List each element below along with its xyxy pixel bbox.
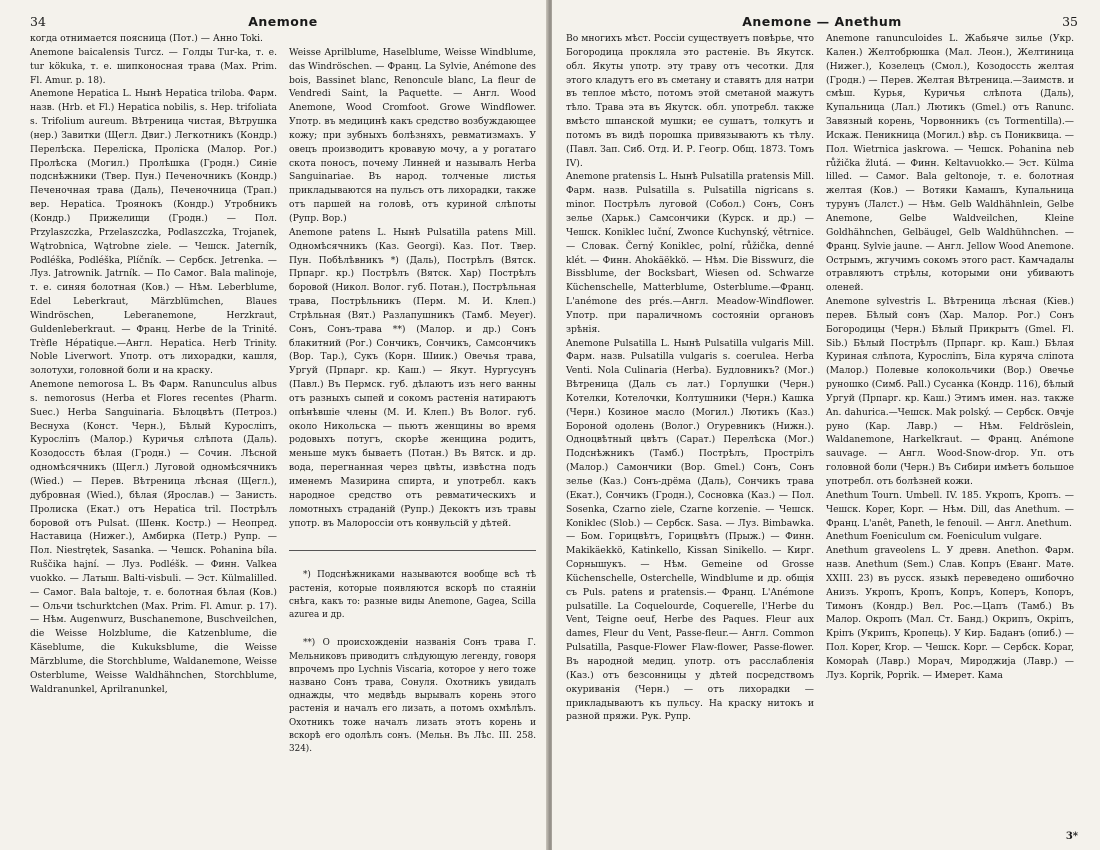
left-running-title: Anemone [248,14,318,29]
footnote-2: **) О происхожденіи названія Сонъ трава Г. Мельниковъ приводитъ слѣдующую легенду, говоря впрочемъ про Lychnis Viscaria, которое у него тоже названо Сонъ трава, Сонуля. Охотникъ увидалъ однажды, что медвѣдь вырывалъ корень этого растенія и началъ его лизать, а потомъ охмѣлѣлъ. Охотникъ тоже началъ лизать этотъ корень и вскорѣ его одолѣлъ сонъ. (Мельн. Въ Лѣс. III. 258. 324). [289,638,536,755]
left-columns [30,32,536,785]
left-running-head [30,10,536,32]
right-page [552,0,1100,850]
left-column-2-text: Weisse Aprilblume, Haselblume, Weisse Windblume, das Windröschen. — Франц. La Sylvie, Anémone des bois, Bassinet blanc, Renoncule blanc, La fleur de Vendredi Saint, la Paquette. — Англ. Wood Anemone, Wood Cromfoot. Growe Windflower. Употр. въ медицинѣ какъ средство возбуждающее кожу; при зубныхъ болѣзняхъ, ревматизмахъ. У овецъ производитъ кровавую мочу, а у рогатаго скота поносъ, почему Линней и называлъ Herba Sanguinariae. Въ народ. толченые листья прикладываются на пульсъ отъ лихорадки, также отъ паршей на головѣ, отъ куриной слѣпоты (Рупр. Вор.) Anemone patens L. Нынѣ Pulsatilla patens Mill. Одномѣсячникъ (Каз. Georgi). Каз. Пот. Твер. Пун. Побѣлѣвникъ *) (Даль), Пострѣлъ (Вятск. Прпарг. кр.) Пострѣлъ (Вятск. Хар) Пострѣлъ боровой (Никол. Волог. губ. Потан.), Пострѣльная трава, Пострѣльникъ (Перм. М. И. Клеп.) Стрѣльная (Вят.) Разлапушникъ (Тамб. Meyer). Сонъ, Сонъ-трава **) (Малор. и др.) Сонъ блакитний (Рог.) Сончикъ, Сончикъ, Самсончикъ (Вор. Тар.), Сукъ (Корн. Шиик.) Овечья трава, Ургуй (Прпарг. кр. Каш.) — Якут. Нургусунъ (Павл.) Въ Пермск. губ. дѣлаютъ изъ него ванны отъ разныхъ сыпей и сокомъ растенія натираютъ опѣнѣвшіе члены (М. И. Клеп.) Въ Волог. губ. около Никольска — пьютъ женщины во время родовыхъ потугъ, скорѣе женщина родитъ, меньше мукъ бываетъ (Потан.) Въ Вятск. и др. вода, перегнанная через цвѣты, извѣстна подъ именемъ Мазирина спирта, и употребл. какъ народное средство отъ ревматическихъ и ломотныхъ страданій (Рупр.) Декоктъ изъ травы употр. въ Малороссіи отъ конвульсій у дѣтей. [289,46,536,529]
footnotes [289,550,536,771]
right-page-number: 35 [1062,14,1078,29]
footnote-1: *) Подснѣжниками называются вообще всѣ тѣ растенія, которые появляются вскорѣ по стаяніи снѣга, какъ то: разные виды Anemone, Gagea, Scilla azurea и др. [289,570,536,621]
right-column-2: Anemone ranunculoides L. Жабьяче зилье (Укр. Кален.) Желтобрюшка (Мал. Леон.), Желтиница (Нижег.), Козелецъ (Смол.), Козодоссть желтая (Гродн.) — Перев. Желтая Вѣтреница.—Заимств. и смѣш. Курья, Куричья слѣпота (Даль), Купальница (Лал.) Лютикъ (Gmel.) отъ Ranunc. Завязный корень, Чорвонникъ (съ Tormentilla).— Искаж. Пеникница (Могил.) вѣр. съ Пониквица. — Пол. Wietrnica jaskrowa. — Чешск. Pohanina neb růžička žlutá. — Финн. Keltavuokko.— Эст. Külma lilled. — Самог. Bala geltonoje, т. е. болотная желтая (Ков.) — Вотяки Камашъ, Купальница турунъ (Лалст.) — Нѣм. Gelb Waldhähnlein, Gelbe Anemone, Gelbe Waldveilchen, Kleine Goldhähnchen, Gelbäugel, Gelb Waldhühnchen. — Франц. Sylvie jaune. — Англ. Jellow Wood Anemone. Острымъ, жгучимъ сокомъ этого раст. Камчадалы отравляютъ стрѣлы, которыми они убиваютъ оленей. Anemone sylvestris L. Вѣтреница лѣсная (Кіев.) перев. Бѣлый сонъ (Хар. Малор. Рог.) Сонъ Богородицы (Черн.) Бѣлый Прикрытъ (Gmel. Fl. Sib.) Бѣлый Пострѣлъ (Прпарг. кр. Каш.) Бѣлая Куриная слѣпота, Куросліпъ, Біла куряча сліпота (Малор.) Полевые колокольчики (Вор.) Овечье руношко (Симб. Pall.) Сусанка (Кондр. 116), бѣлый Ургуй (Прпарг. кр. Каш.) Этимъ имен. наз. также An. dahurica.—Чешск. Mak polský. — Сербск. Овчје руно (Кар. Лавр.) — Нѣм. Feldröslein, Waldanemone, Harkelkraut. — Франц. Anémone sauvage. — Англ. Wood-Snow-drop. Уп. отъ головной боли (Черн.) Въ Сибири имѣетъ большое употребл. отъ болѣзней кожи. Anethum Tourn. Umbell. IV. 185. Укропъ, Кропъ. — Чешск. Koper, Kopr. — Нѣм. Dill, das Anethum. — Франц. L'anêt, Paneth, le fenouil. — Англ. Anethum. Anethum Foeniculum см. Foeniculum vulgare. Anethum graveolens L. У древн. Anethon. Фарм. назв. Anethum (Sem.) Слав. Копръ (Еванг. Матѳ. XXIII. 23) въ русск. языкѣ переведено ошибочно Анизъ. Укропъ, Кропъ, Копръ, Коперъ, Копоръ, Тимонъ (Кондр.) Вел. Рос.—Цапъ (Тамб.) Въ Малор. Окропъ (Мал. Ст. Банд.) Окрипъ, Окріпъ, Кріпъ (Укрипъ, Кропець). У Кир. Баданъ (опиб.) — Пол. Koper, Krop. — Чешск. Kopr. — Сербск. Kopar, Комораћ (Лавр.) Морач, Мироджија (Лавр.) — Луз. Koprik, Poprik. — Имерет. Кама [826,33,1074,681]
right-column-1: Во многихъ мѣст. Россіи существуетъ повѣрье, что Богородица прокляла это растеніе. Въ Якутск. обл. Якуты употр. эту траву отъ чесотки. Для этого кладутъ его въ сметану и ставятъ для натри въ теплое мѣсто, потомъ этой сметаной мажутъ тѣло. Трава эта въ Якутск. обл. употребл. также вмѣсто шпанской мушки; ее сушатъ, толкутъ и потомъ въ видѣ порошка привязываютъ къ тѣлу. (Павл. Зап. Сиб. Отд. И. Р. Геогр. Общ. 1873. Томъ IV). Anemone pratensis L. Нынѣ Pulsatilla pratensis Mill. Фарм. назв. Pulsatilla s. Pulsatilla nigricans s. minor. Пострѣлъ луговой (Собол.) Сонъ, Сонъ зелье (Харьк.) Самсончики (Курск. и др.) — Чешск. Koniklec luční, Zwonce Kuchynský, větrnice. — Словак. Černý Koniklec, polní, růžička, denné klét. — Финн. Ahokäëkkö. — Нѣм. Die Bisswurz, die Bissblume, der Bocksbart, Wiesen od. Schwarze Küchenschelle, Matterblume, Osterblume.—Франц. L'anémone des prés.—Англ. Meadow-Windflower. Употр. при параличномъ состояніи органовъ зрѣнія. Anemone Pulsatilla L. Нынѣ Pulsatilla vulgaris Mill. Фарм. назв. Pulsatilla vulgaris s. coerulea. Herba Venti. Nola Culinaria (Herba). Будловникъ? (Мог.) Вѣтреница (Даль съ лат.) Горлушки (Черн.) Котелки, Котелочки, Колтушники (Черн.) Кашка (Черн.) Козиное масло (Могил.) Лютикъ (Каз.) Бороной одолень (Волог.) Огуревникъ (Нижн.). Одноцвѣтный цвѣтъ (Сарат.) Перелѣска (Мог.) Подснѣжникъ (Тамб.) Пострѣлъ, Прострілъ (Малор.) Самончики (Вор. Gmel.) Сонъ, Сонъ зелье (Каз.) Сонъ-дрёма (Даль), Сончикъ трава (Екат.), Сончикъ (Гродн.), Сосновка (Каз.) — Пол. Sosenka, Czarno ziele, Czarne korzenie. — Чешск. Koniklec (Slob.) — Сербск. Sasa. — Луз. Bimbawka. — Бом. Горицвѣтъ, Горицвѣтъ (Прыж.) — Финн. Makikäekkö, Katinkello, Kissan Sinikello. — Кирг. Сорнышукъ. — Нѣм. Gemeine od Grosse Küchenschelle, Osterchelle, Windblume и др. общія съ Puls. patens и pratensis.— Франц. L'Anémone pulsatille. La Coquelourde, Coquerelle, l'Herbe du Vent, Teigne oeuf, Herbe des Paques. Fleur aux dames, Fleur du Vent, Passe-fleur.— Англ. Common Pulsatilla, Pasque-Flower Flaw-flower, Passe-flower. Въ народной медиц. употр. отъ расслабленія (Каз.) отъ безсонницы у дѣтей посредствомъ окуриванія (Черн.) — отъ лихорадки — прикладываютъ къ пульсу. На краску нитокъ и разной пряжи. Рук. Рупр. [566,33,814,723]
left-page [0,0,548,850]
left-column-2 [289,32,536,785]
signature-mark: 3* [1065,831,1078,842]
right-columns [566,32,1078,724]
left-column-1: когда отнимается поясница (Пот.) — Анно Toki. Anemone baicalensis Turcz. — Голды Tur-ka, т. е. tur kökuka, т. е. шипконосная трава (Max. Prim. Fl. Amur. p. 18). Anemone Hepatica L. Нынѣ Hepatica triloba. Фарм. назв. (Hrb. et Fl.) Hepatica nobilis, s. Hep. trifoliata s. Trifolium aureum. Вѣтреница чистая, Вѣтрушка (нер.) Завитки (Щегл. Двиг.) Легкотникъ (Кондр.) Перелѣска. Переліска, Проліска (Малор. Рог.) Пролѣска (Могил.) Пролѣшка (Гродн.) Синіе подснѣжники (Твер. Пун.) Печеночникъ (Кондр.) Печеночная трава (Даль), Печеночница (Трап.) вер. Hepatica. Троянокъ (Кондр.) Утробникъ (Кондр.) Прижелищи (Гродн.) — Пол. Przylaszczka, Przelaszczka, Podlaszczka, Trojanek, Wątrobnica, Wątrobne ziele. — Чешск. Jaterník, Podléška, Podléška, Plíčník. — Сербск. Jetrenka. — Луз. Jatrownik. Jatrník. — По Самог. Bala malinoje, т. е. синяя болотная (Ков.) — Нѣм. Leberblume, Edel Leberkraut, Märzblümchen, Blaues Windröschen, Leberanemone, Herzkraut, Guldenleberkraut. — Франц. Herbe de la Trinité. Trèfle Hépatique.—Англ. Hepatica. Herb Trinity. Noble Liverwort. Употр. отъ лихорадки, кашля, золотухи, головной боли и на краску. Anemone nemorosa L. Въ Фарм. Ranunculus albus s. nemorosus (Herba et Flores recentes (Pharm. Suec.) Herba Sanguinaria. Бѣлоцвѣтъ (Петроз.) Веснуха (Конст. Черн.), Бѣлый Куросліпъ, Куросліпъ (Малор.) Куричья слѣпота (Даль). Козодоссть бѣлая (Гродн.) — Сочин. Лѣсной одномѣсячникъ (Щегл.) Луговой одномѣсячникъ (Wied.) — Перев. Вѣтреница лѣсная (Щегл.), дубровная (Wied.), бѣлая (Ярослав.) — Занисть. Пролиска (Екат.) отъ Hepatica tril. Пострѣлъ боровой отъ Pulsat. (Шенк. Костр.) — Неопред. Наставица (Нижег.), Амбирка (Петр.) Рупр. — Пол. Niestrętek, Sasanka. — Чешск. Pohanina bíla. Ruščika hajní. — Луз. Podléšk. — Финн. Valkea vuokko. — Латыш. Balti-visbuli. — Эст. Külmalilled. — Самог. Bala baltoje, т. е. болотная бѣлая (Ков.) — Ольчи tschurktchen (Max. Prim. Fl. Amur. p. 17). — Нѣм. Augenwurz, Buschanemone, Buschveilchen, die Weisse Holzblume, die Katzenblume, die Käseblume, die Kukuksblume, die Weisse Märzblume, die Storchblume, Waldanemone, Weisse Osterblume, Weisse Waldhähnchen, Storchblume, Waldranunkel, Aprilranunkel, [30,33,277,695]
right-running-title: Anemone — Anethum [742,14,902,29]
left-page-number: 34 [30,14,46,29]
right-running-head [566,10,1078,32]
